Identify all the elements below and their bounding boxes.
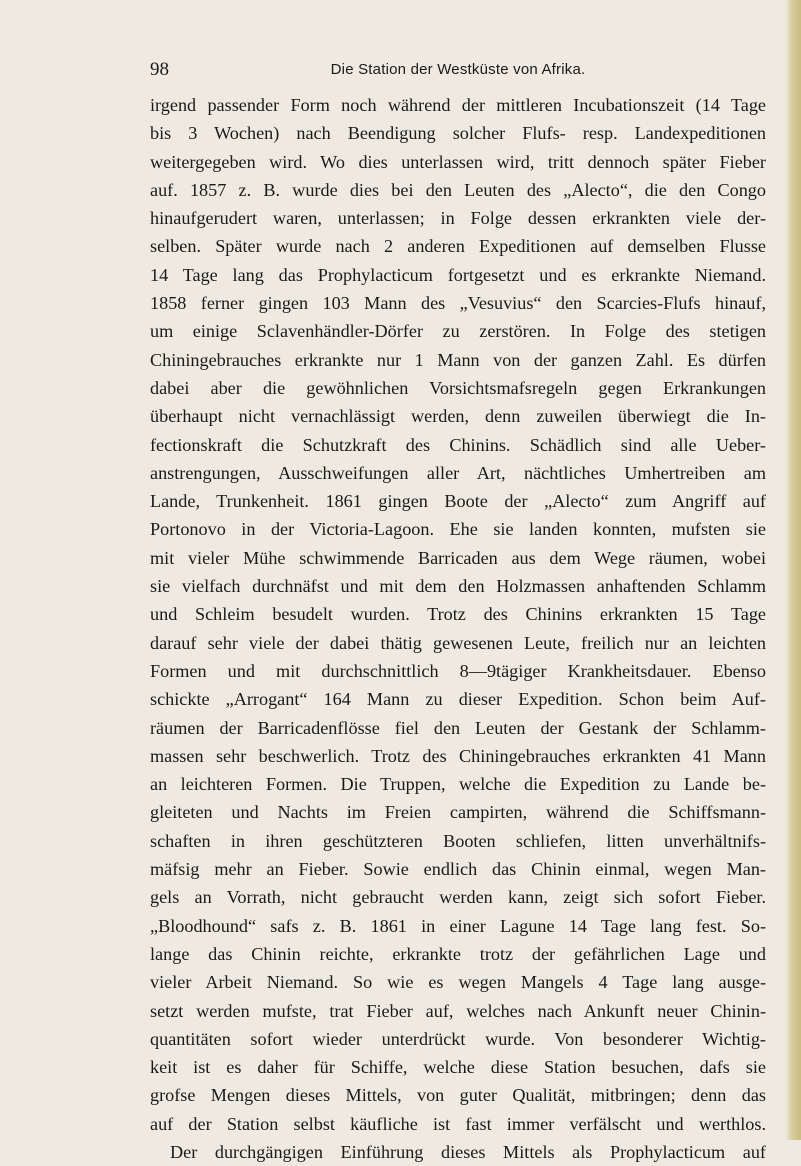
text-line: 1858 ferner gingen 103 Mann des „Vesuvius“ den Scarcies-Flufs hinauf, <box>150 293 766 314</box>
page-header <box>150 58 766 82</box>
text-line: gels an Vorrath, nicht gebraucht werden kann, zeigt sich sofort Fieber. <box>150 887 766 908</box>
text-line: vieler Arbeit Niemand. So wie es wegen Mangels 4 Tage lang ausge- <box>150 972 766 993</box>
text-line: lange das Chinin reichte, erkrankte trotz der gefährlichen Lage und <box>150 943 766 964</box>
text-line: weitergegeben wird. Wo dies unterlassen wird, tritt dennoch später Fieber <box>150 151 766 172</box>
text-line: anstrengungen, Ausschweifungen aller Art, nächtliches Umhertreiben am <box>150 462 766 483</box>
text-line: grofse Mengen dieses Mittels, von guter Qualität, mitbringen; denn das <box>150 1085 766 1106</box>
text-line: schickte „Arrogant“ 164 Mann zu dieser Expedition. Schon beim Auf- <box>150 689 766 710</box>
running-title: Die Station der Westküste von Afrika. <box>330 61 586 78</box>
text-line: irgend passender Form noch während der mittleren Incubationszeit (14 Tage <box>150 95 766 115</box>
text-line: keit ist es daher für Schiffe, welche diese Station besuchen, dafs sie <box>150 1057 766 1078</box>
text-line: auf der Station selbst käufliche ist fast immer verfälscht und werthlos. <box>150 1113 766 1134</box>
text-line: Der durchgängigen Einführung dieses Mittels als Prophylacticum auf <box>170 1141 766 1162</box>
text-line: räumen der Barricadenflösse fiel den Leuten der Gestank der Schlamm- <box>150 717 766 738</box>
text-line: Chiningebrauches erkrankte nur 1 Mann von der ganzen Zahl. Es dürfen <box>150 349 766 370</box>
text-line: setzt werden mufste, trat Fieber auf, welches nach Ankunft neuer Chinin- <box>150 1000 766 1021</box>
text-line: mäfsig mehr an Fieber. Sowie endlich das Chinin einmal, wegen Man- <box>150 859 766 880</box>
page-edge-shading <box>785 0 801 1140</box>
text-line: selben. Später wurde nach 2 anderen Expeditionen auf demselben Flusse <box>150 236 766 257</box>
text-line: schaften in ihren geschützteren Booten schliefen, litten unverhältnifs- <box>150 830 766 851</box>
text-line: sie vielfach durchnäfst und mit dem den Holzmassen anhaftenden Schlamm <box>150 576 766 597</box>
text-line: mit vieler Mühe schwimmende Barricaden aus dem Wege räumen, wobei <box>150 547 766 568</box>
text-line: um einige Sclavenhändler-Dörfer zu zerstören. In Folge des stetigen <box>150 321 766 342</box>
text-line: Portonovo in der Victoria-Lagoon. Ehe sie landen konnten, mufsten sie <box>150 519 766 540</box>
text-line: auf. 1857 z. B. wurde dies bei den Leuten des „Alecto“, die den Congo <box>150 179 766 200</box>
text-line: an leichteren Formen. Die Truppen, welche die Expedition zu Lande be- <box>150 774 766 795</box>
text-line: fectionskraft die Schutzkraft des Chinins. Schädlich sind alle Ueber- <box>150 434 766 455</box>
text-line: dabei aber die gewöhnlichen Vorsichtsmafsregeln gegen Erkrankungen <box>150 377 766 398</box>
text-line: massen sehr beschwerlich. Trotz des Chiningebrauches erkrankten 41 Mann <box>150 745 766 766</box>
page-number: 98 <box>150 59 169 80</box>
text-line: 14 Tage lang das Prophylacticum fortgesetzt und es erkrankte Niemand. <box>150 264 766 285</box>
text-line: Formen und mit durchschnittlich 8—9tägiger Krankheitsdauer. Ebenso <box>150 660 766 681</box>
text-line: quantitäten sofort wieder unterdrückt wurde. Von besonderer Wichtig- <box>150 1028 766 1049</box>
text-line: überhaupt nicht vernachlässigt werden, denn zuweilen überwiegt die In- <box>150 406 766 427</box>
text-line: „Bloodhound“ safs z. B. 1861 in einer Lagune 14 Tage lang fest. So- <box>150 915 766 936</box>
body-text <box>150 91 766 1166</box>
text-line: Lande, Trunkenheit. 1861 gingen Boote der „Alecto“ zum Angriff auf <box>150 491 766 512</box>
text-line: hinaufgerudert waren, unterlassen; in Folge dessen erkrankten viele der- <box>150 208 766 229</box>
text-line: gleiteten und Nachts im Freien campirten, während die Schiffsmann- <box>150 802 766 823</box>
text-line: bis 3 Wochen) nach Beendigung solcher Flufs- resp. Landexpeditionen <box>150 123 766 144</box>
text-line: darauf sehr viele der dabei thätig gewesenen Leute, freilich nur an leichten <box>150 632 766 653</box>
text-line: und Schleim besudelt wurden. Trotz des Chinins erkrankten 15 Tage <box>150 604 766 625</box>
